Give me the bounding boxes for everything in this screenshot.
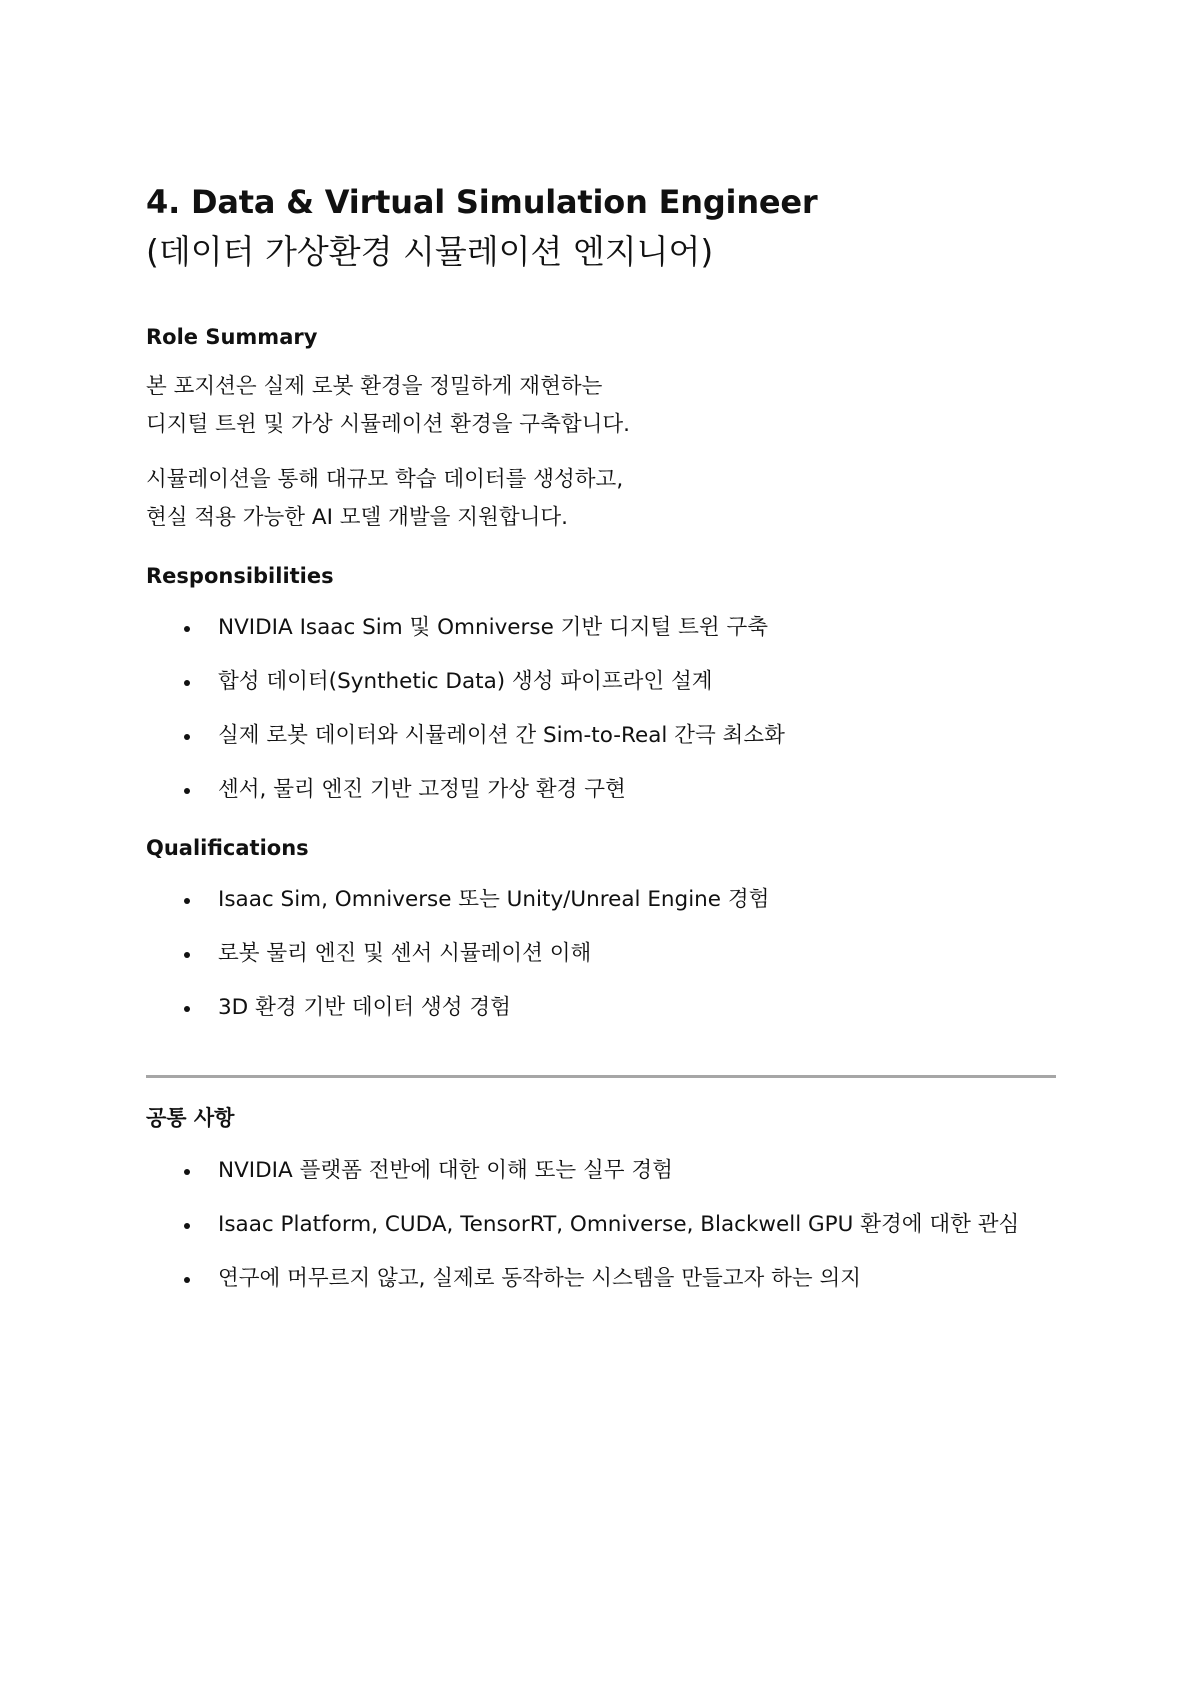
role-summary-line: 현실 적용 가능한 AI 모델 개발을 지원합니다. [146,505,568,530]
list-item-text: 실제 로봇 데이터와 시뮬레이션 간 Sim-to-Real 간극 최소화 [218,723,785,748]
bullet-icon [184,1223,190,1229]
qualifications-list [146,884,1056,1024]
common-heading: 공통 사항 [146,1106,235,1130]
list-item [146,774,1056,806]
section-divider [146,1075,1056,1078]
bullet-icon [184,734,190,740]
bullet-icon [184,680,190,686]
bullet-icon [184,1169,190,1175]
list-item-text: NVIDIA 플랫폼 전반에 대한 이해 또는 실무 경험 [218,1158,673,1183]
list-item-text: 연구에 머무르지 않고, 실제로 동작하는 시스템을 만들고자 하는 의지 [218,1266,862,1291]
bullet-icon [184,1006,190,1012]
list-item [146,1263,1056,1295]
list-item [146,1155,1056,1187]
page-title: 4. Data & Virtual Simulation Engineer [146,183,818,221]
common-list [146,1155,1056,1295]
bullet-icon [184,788,190,794]
list-item-text: Isaac Platform, CUDA, TensorRT, Omniverse, Blackwell GPU 환경에 대한 관심 [218,1212,1020,1237]
list-item [146,720,1056,752]
list-item [146,938,1056,970]
role-summary-paragraph-2 [146,461,623,537]
bullet-icon [184,898,190,904]
role-summary-line: 디지털 트윈 및 가상 시뮬레이션 환경을 구축합니다. [146,412,630,437]
list-item [146,1209,1056,1241]
list-item-text: 센서, 물리 엔진 기반 고정밀 가상 환경 구현 [218,777,626,802]
responsibilities-heading: Responsibilities [146,564,334,588]
list-item-text: 합성 데이터(Synthetic Data) 생성 파이프라인 설계 [218,669,713,694]
list-item-text: 로봇 물리 엔진 및 센서 시뮬레이션 이해 [218,941,592,966]
role-summary-line: 시뮬레이션을 통해 대규모 학습 데이터를 생성하고, [146,467,624,492]
list-item-text: NVIDIA Isaac Sim 및 Omniverse 기반 디지털 트윈 구축 [218,615,769,640]
role-summary-line: 본 포지션은 실제 로봇 환경을 정밀하게 재현하는 [146,374,603,399]
list-item-text: 3D 환경 기반 데이터 생성 경험 [218,995,511,1020]
page-subtitle: (데이터 가상환경 시뮬레이션 엔지니어) [146,232,714,271]
list-item [146,884,1056,916]
list-item-text: Isaac Sim, Omniverse 또는 Unity/Unreal Engine 경험 [218,887,770,912]
bullet-icon [184,1277,190,1283]
list-item [146,992,1056,1024]
qualifications-heading: Qualifications [146,836,309,860]
list-item [146,612,1056,644]
bullet-icon [184,952,190,958]
role-summary-heading: Role Summary [146,325,318,349]
bullet-icon [184,626,190,632]
role-summary-paragraph-1 [146,368,630,444]
list-item [146,666,1056,698]
responsibilities-list [146,612,1056,806]
